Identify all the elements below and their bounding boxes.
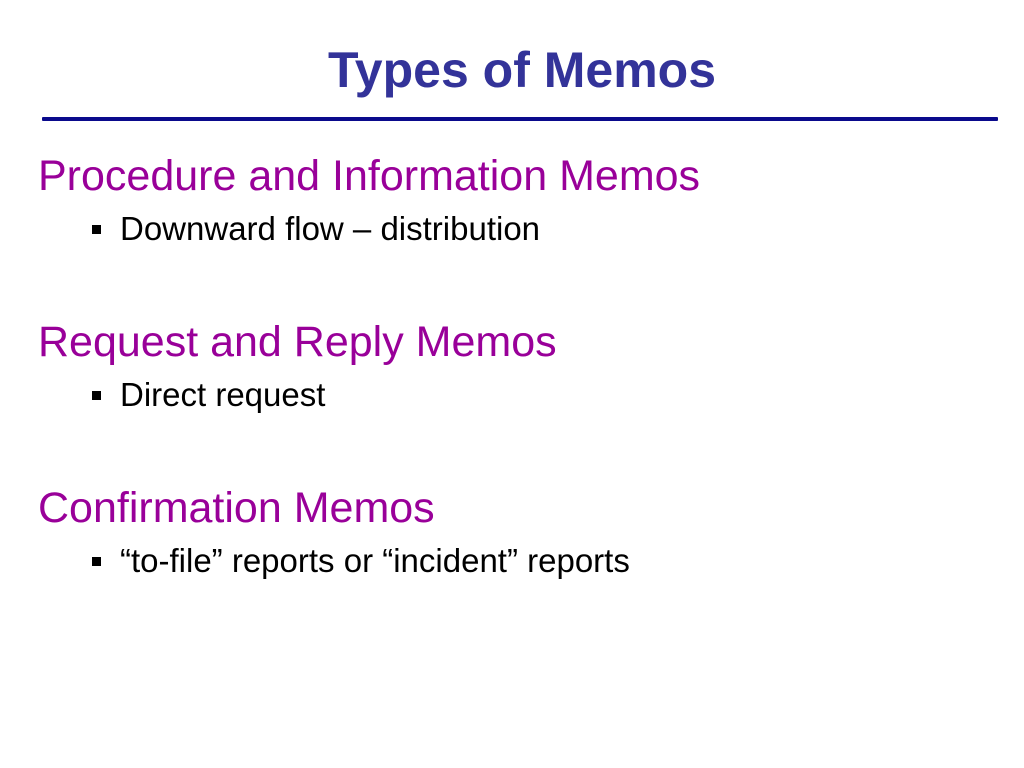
title-divider (42, 117, 998, 121)
slide-content (38, 146, 998, 584)
square-bullet-icon (92, 225, 101, 234)
section-heading: Confirmation Memos (38, 484, 435, 532)
bullet-text: Downward flow – distribution (120, 210, 541, 247)
bullet-item (92, 538, 998, 584)
section-confirmation (38, 478, 998, 584)
section-spacer (38, 418, 998, 478)
slide-title: Types of Memos (327, 42, 717, 98)
section-request-reply (38, 312, 998, 418)
square-bullet-icon (92, 557, 101, 566)
section-procedure-information (38, 146, 998, 252)
bullet-item (92, 372, 998, 418)
square-bullet-icon (92, 391, 101, 400)
bullet-text: “to-file” reports or “incident” reports (120, 542, 630, 579)
bullet-text: Direct request (120, 376, 326, 413)
section-heading: Procedure and Information Memos (38, 152, 701, 200)
section-heading: Request and Reply Memos (38, 318, 557, 366)
bullet-item (92, 206, 998, 252)
section-spacer (38, 252, 998, 312)
